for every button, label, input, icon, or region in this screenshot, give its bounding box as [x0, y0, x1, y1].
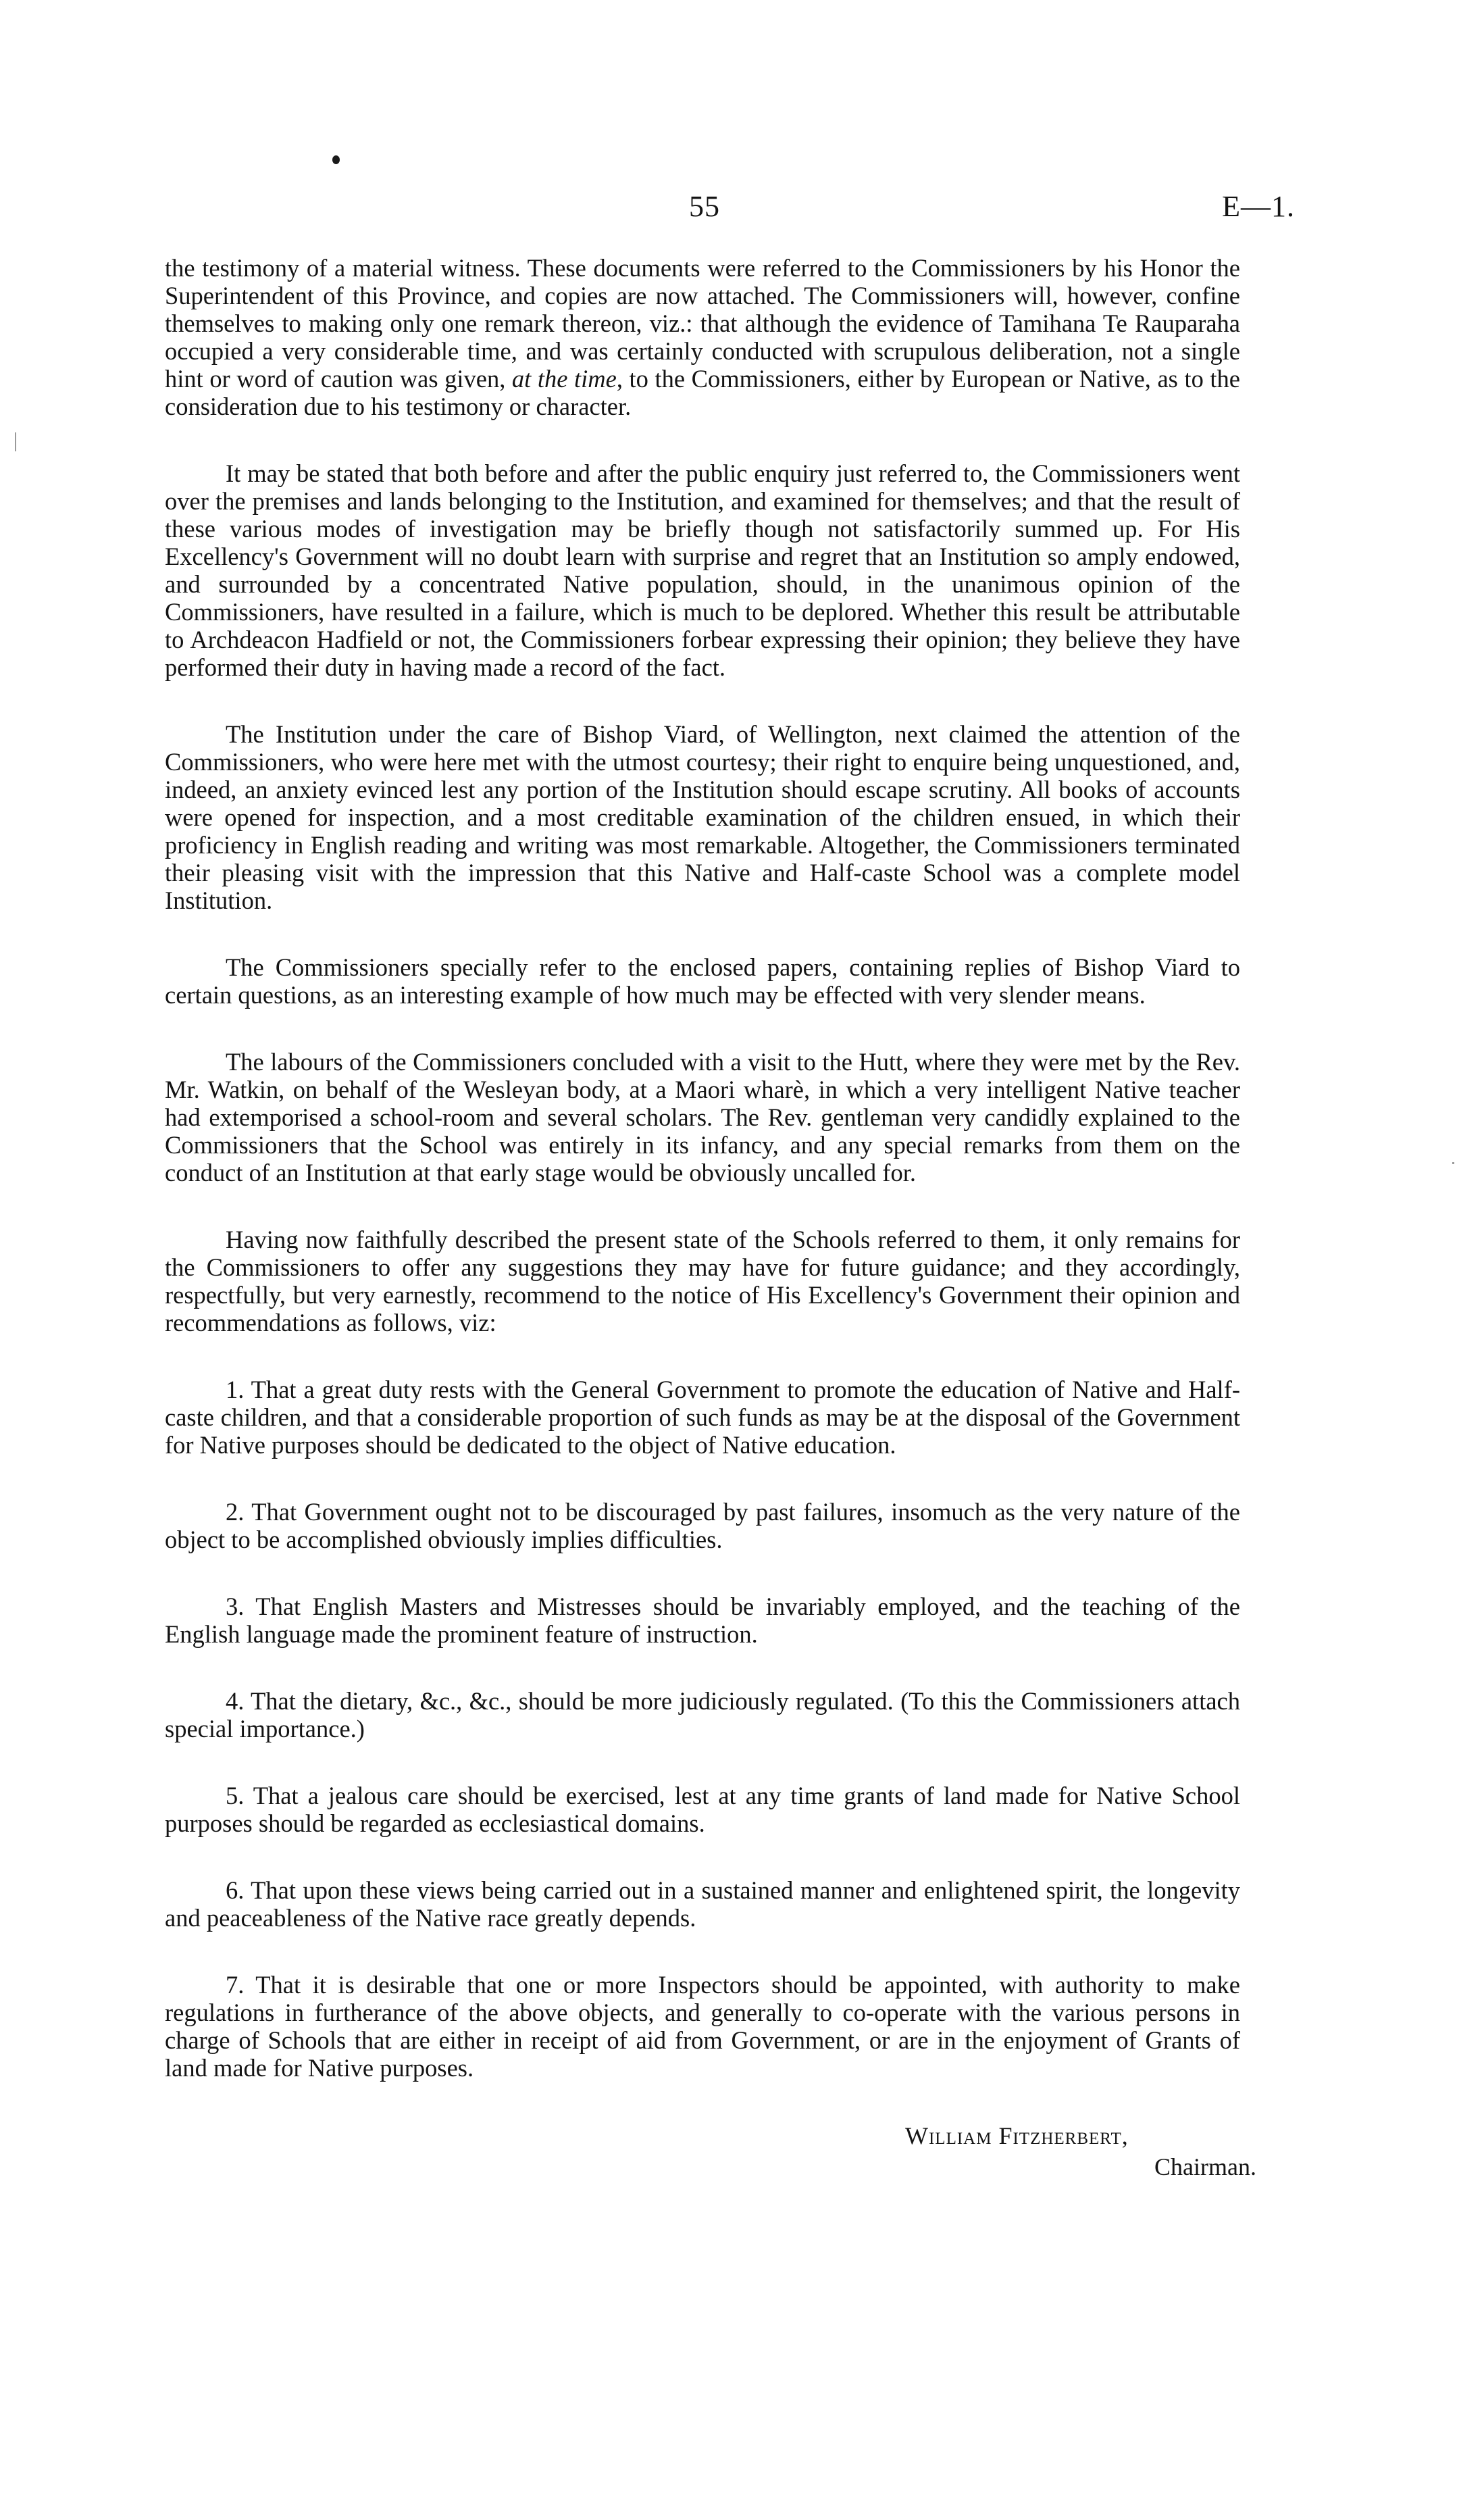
paragraph-text: , to the Commissioners, either by European or Native, as to the consideration due to his testimony or character.: [165, 365, 1240, 420]
paragraph-bishop-viard-institution: The Institution under the care of Bishop Viard, of Wellington, next claimed the attention of the Commissioners, who were here met with the utmost courtesy; their right to enquire being unquestioned, and, indeed, an anxiety evinced lest any portion of the Institution should escape scrutiny. All books of accounts were opened for inspection, and a most creditable examination of the children ensued, in which their proficiency in English reading and writing was most remarkable. Altogether, the Commissioners terminated their pleasing visit with the impression that this Native and Half-caste School was a complete model Institution.: [165, 720, 1240, 914]
signatory-title: Chairman.: [1154, 2153, 1256, 2180]
recommendation-2: 2. That Government ought not to be discouraged by past failures, insomuch as the very nature of the object to be accomplished obviously implies difficulties.: [165, 1498, 1240, 1553]
document-reference: E—1.: [1222, 190, 1295, 223]
document-body: [165, 254, 1240, 2121]
recommendation-7: 7. That it is desirable that one or more Inspectors should be appointed, with authority to make regulations in furtherance of the above objects, and generally to co-operate with the various persons in charge of Schools that are either in receipt of aid from Government, or are in the enjoyment of Grants of land made for Native purposes.: [165, 1971, 1240, 2082]
paragraph-testimony: [165, 254, 1240, 420]
emphasis-text: at the time: [511, 365, 617, 393]
signatory-name: William Fitzherbert,: [905, 2122, 1129, 2149]
paragraph-recommendations-intro: Having now faithfully described the present state of the Schools referred to them, it only remains for the Commissioners to offer any suggestions they may have for future guidance; and they accordingly, respectfully, but very earnestly, recommend to the notice of His Excellency's Government their opinion and recommendations as follows, viz:: [165, 1226, 1240, 1336]
recommendation-5: 5. That a jealous care should be exercised, lest at any time grants of land made for Native School purposes should be regarded as ecclesiastical domains.: [165, 1782, 1240, 1837]
recommendation-1: 1. That a great duty rests with the General Government to promote the education of Native and Half-caste children, and that a considerable proportion of such funds as may be at the disposal of the Government for Native purposes should be dedicated to the object of Native education.: [165, 1376, 1240, 1459]
margin-mark: [15, 432, 16, 451]
paragraph-enclosed-papers: The Commissioners specially refer to the enclosed papers, containing replies of Bishop Viard to certain questions, as an interesting example of how much may be effected with very slender means.: [165, 953, 1240, 1009]
signature-block: [905, 2122, 1256, 2181]
margin-dot: [1452, 1162, 1454, 1164]
page-number: 55: [689, 190, 720, 223]
paragraph-hutt-visit: The labours of the Commissioners concluded with a visit to the Hutt, where they were met by the Rev. Mr. Watkin, on behalf of the Wesleyan body, at a Maori wharè, in which a very intelligent Native teacher had extemporised a school-room and several scholars. The Rev. gentleman very candidly explained to the Commissioners that the School was entirely in its infancy, and any special remarks from them on the conduct of an Institution at that early stage would be obviously uncalled for.: [165, 1048, 1240, 1186]
paragraph-public-enquiry: It may be stated that both before and after the public enquiry just referred to, the Commissioners went over the premises and lands belonging to the Institution, and examined for themselves; and that the result of these various modes of investigation may be briefly though not satisfactorily summed up. For His Excellency's Government will no doubt learn with surprise and regret that an Institution so amply endowed, and surrounded by a concentrated Native population, should, in the unanimous opinion of the Commissioners, have resulted in a failure, which is much to be deplored. Whether this result be attributable to Archdeacon Hadfield or not, the Commissioners forbear expressing their opinion; they believe they have performed their duty in having made a record of the fact.: [165, 459, 1240, 681]
paragraph-text: the testimony of a material witness. These documents were referred to the Commissioners by his Honor the Superintendent of this Province, and copies are now attached. The Commissioners will, however, confine themselves to making only one remark thereon, viz.: that although the evidence of Tamihana Te Rauparaha occupied a very considerable time, and was certainly conducted with scrupulous deliberation, not a single hint or word of caution was given,: [165, 254, 1240, 393]
recommendation-3: 3. That English Masters and Mistresses should be invariably employed, and the teaching of the English language made the prominent feature of instruction.: [165, 1593, 1240, 1648]
ink-speck: [332, 155, 340, 164]
recommendation-6: 6. That upon these views being carried out in a sustained manner and enlightened spirit, the longevity and peaceableness of the Native race greatly depends.: [165, 1876, 1240, 1932]
recommendation-4: 4. That the dietary, &c., &c., should be more judiciously regulated. (To this the Commissioners attach special importance.): [165, 1687, 1240, 1743]
